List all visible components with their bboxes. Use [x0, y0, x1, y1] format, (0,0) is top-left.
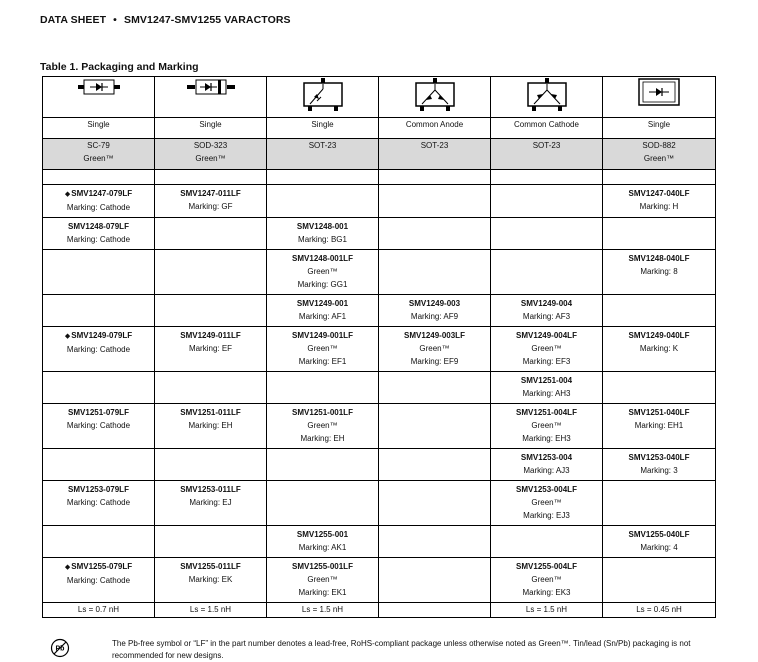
package-cell — [267, 139, 379, 170]
part-detail: Marking: AH3 — [522, 389, 571, 398]
part-number — [269, 220, 376, 233]
part-number — [493, 560, 600, 573]
part-number — [157, 483, 264, 496]
part-cell — [491, 404, 603, 449]
part-cell — [379, 558, 491, 603]
header-left: DATA SHEET — [40, 14, 107, 26]
part-detail: Marking: Cathode — [66, 498, 131, 507]
part-detail: Green™ — [307, 575, 338, 584]
type-cell — [491, 118, 603, 139]
part-detail: Marking: EH1 — [634, 421, 684, 430]
header-right: SMV1247-SMV1255 VARACTORS — [123, 14, 291, 26]
part-number — [45, 329, 152, 343]
part-number — [493, 406, 600, 419]
package-name: SOD-323 — [193, 141, 228, 150]
part-detail: Green™ — [531, 498, 562, 507]
part-cell — [379, 526, 491, 558]
part-detail: Green™ — [307, 344, 338, 353]
footnote-line-2: recommended for new designs. — [112, 651, 224, 660]
part-cell — [155, 526, 267, 558]
part-cell — [43, 218, 155, 250]
part-cell — [155, 481, 267, 526]
part-detail: Green™ — [307, 267, 338, 276]
package-type: Single — [647, 120, 671, 129]
table-row — [43, 558, 716, 603]
part-cell — [155, 218, 267, 250]
part-cell — [379, 449, 491, 481]
part-number — [493, 451, 600, 464]
part-cell — [379, 481, 491, 526]
package-green: Green™ — [643, 154, 675, 163]
table-row — [43, 372, 716, 404]
part-cell — [603, 372, 716, 404]
spacer-row — [43, 170, 716, 185]
inductance-value: Ls = 0.45 nH — [636, 605, 682, 614]
table-row — [43, 526, 716, 558]
footnote — [112, 638, 702, 662]
inductance-cell — [267, 603, 379, 618]
part-number — [605, 406, 713, 419]
part-cell — [267, 404, 379, 449]
part-cell — [491, 449, 603, 481]
part-cell — [603, 250, 716, 295]
inductance-cell — [603, 603, 716, 618]
part-detail: Marking: Cathode — [66, 235, 131, 244]
inductance-cell — [43, 603, 155, 618]
part-cell — [267, 327, 379, 372]
part-number — [605, 187, 713, 200]
part-detail: Green™ — [419, 344, 450, 353]
svg-text:Pb: Pb — [55, 645, 65, 653]
package-name: SOT-23 — [308, 141, 337, 150]
part-detail: Marking: 4 — [640, 543, 678, 552]
icon-cell — [603, 77, 716, 118]
type-row — [43, 118, 716, 139]
package-name: SOT-23 — [532, 141, 561, 150]
part-cell — [43, 404, 155, 449]
package-type: Single — [87, 120, 110, 129]
part-detail: Green™ — [531, 575, 562, 584]
part-number-text: SMV1251-004 — [520, 376, 573, 385]
part-cell — [155, 250, 267, 295]
package-green: Green™ — [83, 154, 114, 163]
part-cell — [379, 250, 491, 295]
part-number-text: SMV1251-079LF — [68, 408, 129, 417]
part-cell — [155, 185, 267, 218]
part-cell — [603, 449, 716, 481]
footnote-line-1: The Pb-free symbol or “LF” in the part number denotes a lead-free, RoHS-compliant package unless otherwise noted as Green™. Tin/lead (Sn/Pb) packaging is not — [112, 639, 691, 648]
icon-cell — [491, 77, 603, 118]
part-detail: Marking: BG1 — [298, 235, 347, 244]
part-cell — [43, 250, 155, 295]
package-name: SC-79 — [87, 141, 110, 150]
part-cell — [155, 295, 267, 327]
table-row — [43, 481, 716, 526]
part-detail: Marking: AK1 — [298, 543, 347, 552]
part-cell — [155, 558, 267, 603]
icon-cell — [43, 77, 155, 118]
part-cell — [267, 558, 379, 603]
part-number — [605, 451, 713, 464]
part-cell — [267, 185, 379, 218]
part-cell — [491, 218, 603, 250]
part-detail: Marking: EF1 — [298, 357, 347, 366]
part-number-text: SMV1248-079LF — [68, 222, 129, 231]
table-row — [43, 295, 716, 327]
type-cell — [379, 118, 491, 139]
part-number-text: SMV1249-001 — [296, 299, 349, 308]
part-cell — [267, 295, 379, 327]
part-detail: Marking: K — [639, 344, 679, 353]
inductance-value: Ls = 1.5 nH — [525, 605, 568, 614]
part-number — [269, 528, 376, 541]
part-detail: Marking: AF1 — [298, 312, 347, 321]
part-number — [493, 483, 600, 496]
part-cell — [43, 526, 155, 558]
part-cell — [603, 218, 716, 250]
inductance-value: Ls = 0.7 nH — [77, 605, 120, 614]
part-number-text: SMV1255-040LF — [628, 530, 690, 539]
icon-row — [43, 77, 716, 118]
part-detail: Marking: EF — [188, 344, 233, 353]
part-detail: Marking: EH3 — [522, 434, 571, 443]
pb-free-icon — [50, 638, 70, 658]
part-number — [605, 528, 713, 541]
part-number-text: SMV1251-040LF — [628, 408, 690, 417]
part-cell — [43, 481, 155, 526]
packaging-table — [42, 76, 716, 618]
inductance-row — [43, 603, 716, 618]
part-cell — [155, 327, 267, 372]
part-number-text: SMV1253-040LF — [628, 453, 690, 462]
part-number-text: SMV1248-001 — [296, 222, 349, 231]
part-detail: Marking: EK3 — [522, 588, 571, 597]
package-cell — [491, 139, 603, 170]
table-row — [43, 449, 716, 481]
package-cell — [43, 139, 155, 170]
part-detail: Green™ — [531, 344, 562, 353]
inductance-value: Ls = 1.5 nH — [301, 605, 344, 614]
spacer-cell — [603, 170, 716, 185]
part-number-text: SMV1248-001LF — [292, 254, 353, 263]
part-cell — [491, 558, 603, 603]
part-detail: Marking: H — [639, 202, 679, 211]
sot23-single-icon — [301, 77, 345, 113]
part-number — [269, 406, 376, 419]
part-cell — [267, 526, 379, 558]
package-type: Single — [199, 120, 222, 129]
part-cell — [379, 372, 491, 404]
part-cell — [603, 481, 716, 526]
part-number — [157, 329, 264, 342]
spacer-cell — [43, 170, 155, 185]
part-number-text: SMV1255-001 — [296, 530, 349, 539]
table-row — [43, 218, 716, 250]
icon-cell — [155, 77, 267, 118]
part-number — [381, 329, 488, 342]
part-number — [157, 187, 264, 200]
part-cell — [491, 372, 603, 404]
part-detail: Marking: EK — [188, 575, 233, 584]
part-detail: Marking: EK1 — [298, 588, 347, 597]
package-name: SOT-23 — [420, 141, 449, 150]
part-number — [269, 329, 376, 342]
part-number — [269, 297, 376, 310]
part-detail: Marking: GG1 — [297, 280, 348, 289]
sot23-common-anode-icon — [413, 77, 457, 113]
part-number-text: SMV1249-003 — [408, 299, 461, 308]
package-type: Common Cathode — [514, 120, 579, 129]
part-cell — [379, 404, 491, 449]
part-number — [493, 374, 600, 387]
part-number-text: SMV1255-079LF — [71, 562, 133, 571]
spacer-cell — [491, 170, 603, 185]
sot23-common-cathode-icon — [525, 77, 569, 113]
package-cell — [379, 139, 491, 170]
table-row — [43, 327, 716, 372]
part-cell — [43, 185, 155, 218]
part-number-text: SMV1247-011LF — [180, 189, 241, 198]
part-cell — [603, 558, 716, 603]
part-number — [45, 187, 152, 201]
spacer-cell — [267, 170, 379, 185]
icon-cell — [267, 77, 379, 118]
table-row — [43, 404, 716, 449]
package-type: Single — [311, 120, 334, 129]
part-cell — [603, 185, 716, 218]
part-number — [269, 252, 376, 265]
part-detail: Green™ — [531, 421, 562, 430]
part-number-text: SMV1253-011LF — [180, 485, 241, 494]
type-cell — [155, 118, 267, 139]
part-cell — [267, 481, 379, 526]
part-cell — [603, 327, 716, 372]
part-detail: Marking: Cathode — [66, 421, 131, 430]
part-cell — [491, 327, 603, 372]
sc79-package-icon — [77, 77, 121, 97]
part-cell — [603, 295, 716, 327]
part-number-text: SMV1253-079LF — [68, 485, 129, 494]
part-cell — [267, 449, 379, 481]
part-cell — [379, 327, 491, 372]
part-number — [493, 329, 600, 342]
part-number-text: SMV1253-004LF — [516, 485, 577, 494]
part-detail: Marking: GF — [188, 202, 233, 211]
table-title: Table 1. Packaging and Marking — [40, 61, 199, 73]
inductance-cell — [491, 603, 603, 618]
part-number-text: SMV1253-004 — [520, 453, 573, 462]
type-cell — [43, 118, 155, 139]
spacer-cell — [379, 170, 491, 185]
part-number-text: SMV1251-004LF — [516, 408, 577, 417]
part-cell — [491, 481, 603, 526]
part-detail: Green™ — [307, 421, 338, 430]
part-cell — [491, 250, 603, 295]
part-number — [45, 220, 152, 233]
part-number-text: SMV1249-011LF — [180, 331, 241, 340]
part-detail: Marking: EJ — [189, 498, 232, 507]
part-cell — [603, 526, 716, 558]
part-cell — [155, 372, 267, 404]
part-cell — [379, 185, 491, 218]
part-cell — [267, 218, 379, 250]
part-cell — [155, 449, 267, 481]
part-number — [45, 483, 152, 496]
type-cell — [267, 118, 379, 139]
type-cell — [603, 118, 716, 139]
part-detail: Marking: Cathode — [66, 203, 131, 212]
header-bullet: • — [113, 14, 117, 26]
part-detail: Marking: 3 — [640, 466, 678, 475]
part-detail: Marking: Cathode — [66, 576, 131, 585]
part-cell — [267, 250, 379, 295]
part-detail: Marking: EJ3 — [523, 511, 570, 520]
table-row — [43, 250, 716, 295]
part-number-text: SMV1249-004 — [520, 299, 573, 308]
part-number-text: SMV1247-079LF — [71, 189, 133, 198]
part-number — [605, 252, 713, 265]
inductance-cell — [379, 603, 491, 618]
icon-cell — [379, 77, 491, 118]
package-cell — [155, 139, 267, 170]
part-cell — [267, 372, 379, 404]
part-number — [493, 297, 600, 310]
sod323-package-icon — [186, 77, 236, 97]
inductance-cell — [155, 603, 267, 618]
package-row — [43, 139, 716, 170]
package-green: Green™ — [195, 154, 226, 163]
package-cell — [603, 139, 716, 170]
part-cell — [43, 372, 155, 404]
page-header — [40, 14, 291, 26]
part-number-text: SMV1249-001LF — [292, 331, 353, 340]
part-number-text: SMV1249-040LF — [628, 331, 690, 340]
part-number — [45, 406, 152, 419]
part-number — [157, 406, 264, 419]
part-number-text: SMV1249-004LF — [516, 331, 577, 340]
part-cell — [43, 558, 155, 603]
part-number — [157, 560, 264, 573]
part-cell — [491, 185, 603, 218]
spacer-cell — [155, 170, 267, 185]
diamond-icon: ◆ — [64, 333, 71, 340]
part-number-text: SMV1248-040LF — [628, 254, 690, 263]
part-number — [45, 560, 152, 574]
part-detail: Marking: EH — [300, 434, 345, 443]
part-detail: Marking: AF9 — [410, 312, 459, 321]
table-row — [43, 185, 716, 218]
part-cell — [43, 327, 155, 372]
part-cell — [155, 404, 267, 449]
part-number-text: SMV1249-079LF — [71, 331, 133, 340]
part-number-text: SMV1255-004LF — [516, 562, 577, 571]
part-number — [269, 560, 376, 573]
part-number-text: SMV1251-011LF — [180, 408, 241, 417]
part-cell — [379, 218, 491, 250]
part-cell — [491, 295, 603, 327]
part-number-text: SMV1255-001LF — [292, 562, 353, 571]
part-number-text: SMV1251-001LF — [292, 408, 353, 417]
part-detail: Marking: AJ3 — [523, 466, 570, 475]
part-cell — [43, 449, 155, 481]
sod882-package-icon — [637, 77, 681, 107]
part-number-text: SMV1247-040LF — [628, 189, 690, 198]
part-cell — [603, 404, 716, 449]
part-cell — [43, 295, 155, 327]
part-detail: Marking: EF9 — [410, 357, 459, 366]
diamond-icon: ◆ — [64, 191, 71, 198]
part-number-text: SMV1255-011LF — [180, 562, 241, 571]
part-cell — [379, 295, 491, 327]
inductance-value: Ls = 1.5 nH — [189, 605, 232, 614]
part-detail: Marking: Cathode — [66, 345, 131, 354]
part-detail: Marking: EH — [188, 421, 233, 430]
part-number-text: SMV1249-003LF — [404, 331, 465, 340]
part-cell — [491, 526, 603, 558]
package-type: Common Anode — [405, 120, 464, 129]
part-detail: Marking: EF3 — [522, 357, 571, 366]
diamond-icon: ◆ — [64, 564, 71, 571]
part-detail: Marking: AF3 — [522, 312, 571, 321]
part-number — [605, 329, 713, 342]
part-number — [381, 297, 488, 310]
part-detail: Marking: 8 — [640, 267, 678, 276]
package-name: SOD-882 — [642, 141, 676, 150]
